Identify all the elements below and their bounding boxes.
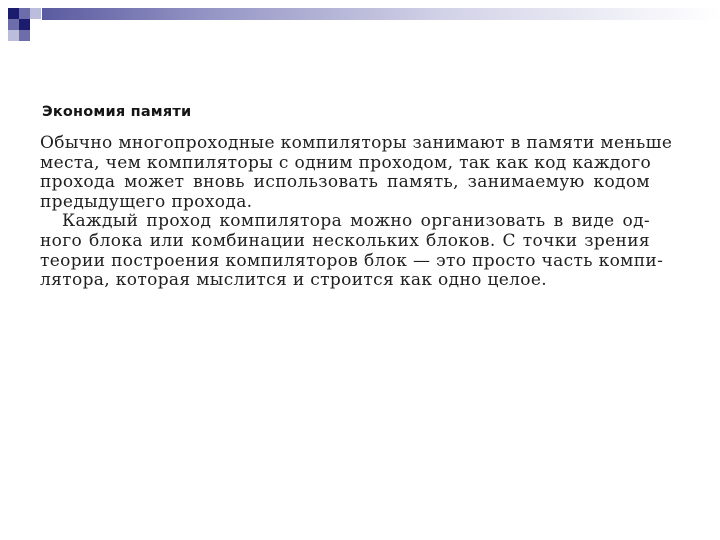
text-line: теории построения компиляторов блок — это просто часть компи- [40, 250, 664, 271]
paragraph-2 [40, 211, 664, 291]
decor-square [8, 19, 19, 30]
scanned-text-block [40, 104, 673, 291]
text-line: лятора, которая мыслится и строится как одно целое. [40, 270, 548, 291]
decor-square [19, 19, 30, 30]
decor-square [19, 30, 30, 41]
text-line: Каждый проход компилятора можно организовать в виде од- [62, 211, 650, 232]
text-line: прохода может вновь использовать память, занимаемую кодом [40, 172, 650, 193]
paragraph-1 [40, 133, 673, 212]
decor-square [8, 30, 19, 41]
decor-gradient-bar [42, 8, 720, 20]
section-heading: Экономия памяти [42, 104, 192, 120]
slide-header-decoration [0, 0, 720, 44]
text-line: Обычно многопроходные компиляторы занимают в памяти меньше [40, 133, 673, 153]
decor-square [19, 8, 30, 19]
text-line: места, чем компиляторы с одним проходом, так как код каждого [40, 152, 652, 173]
text-line: ного блока или комбинации нескольких блоков. С точки зрения [40, 230, 650, 251]
decor-square [8, 8, 19, 19]
decor-square [30, 8, 41, 19]
text-line: предыдущего прохода. [40, 191, 253, 212]
